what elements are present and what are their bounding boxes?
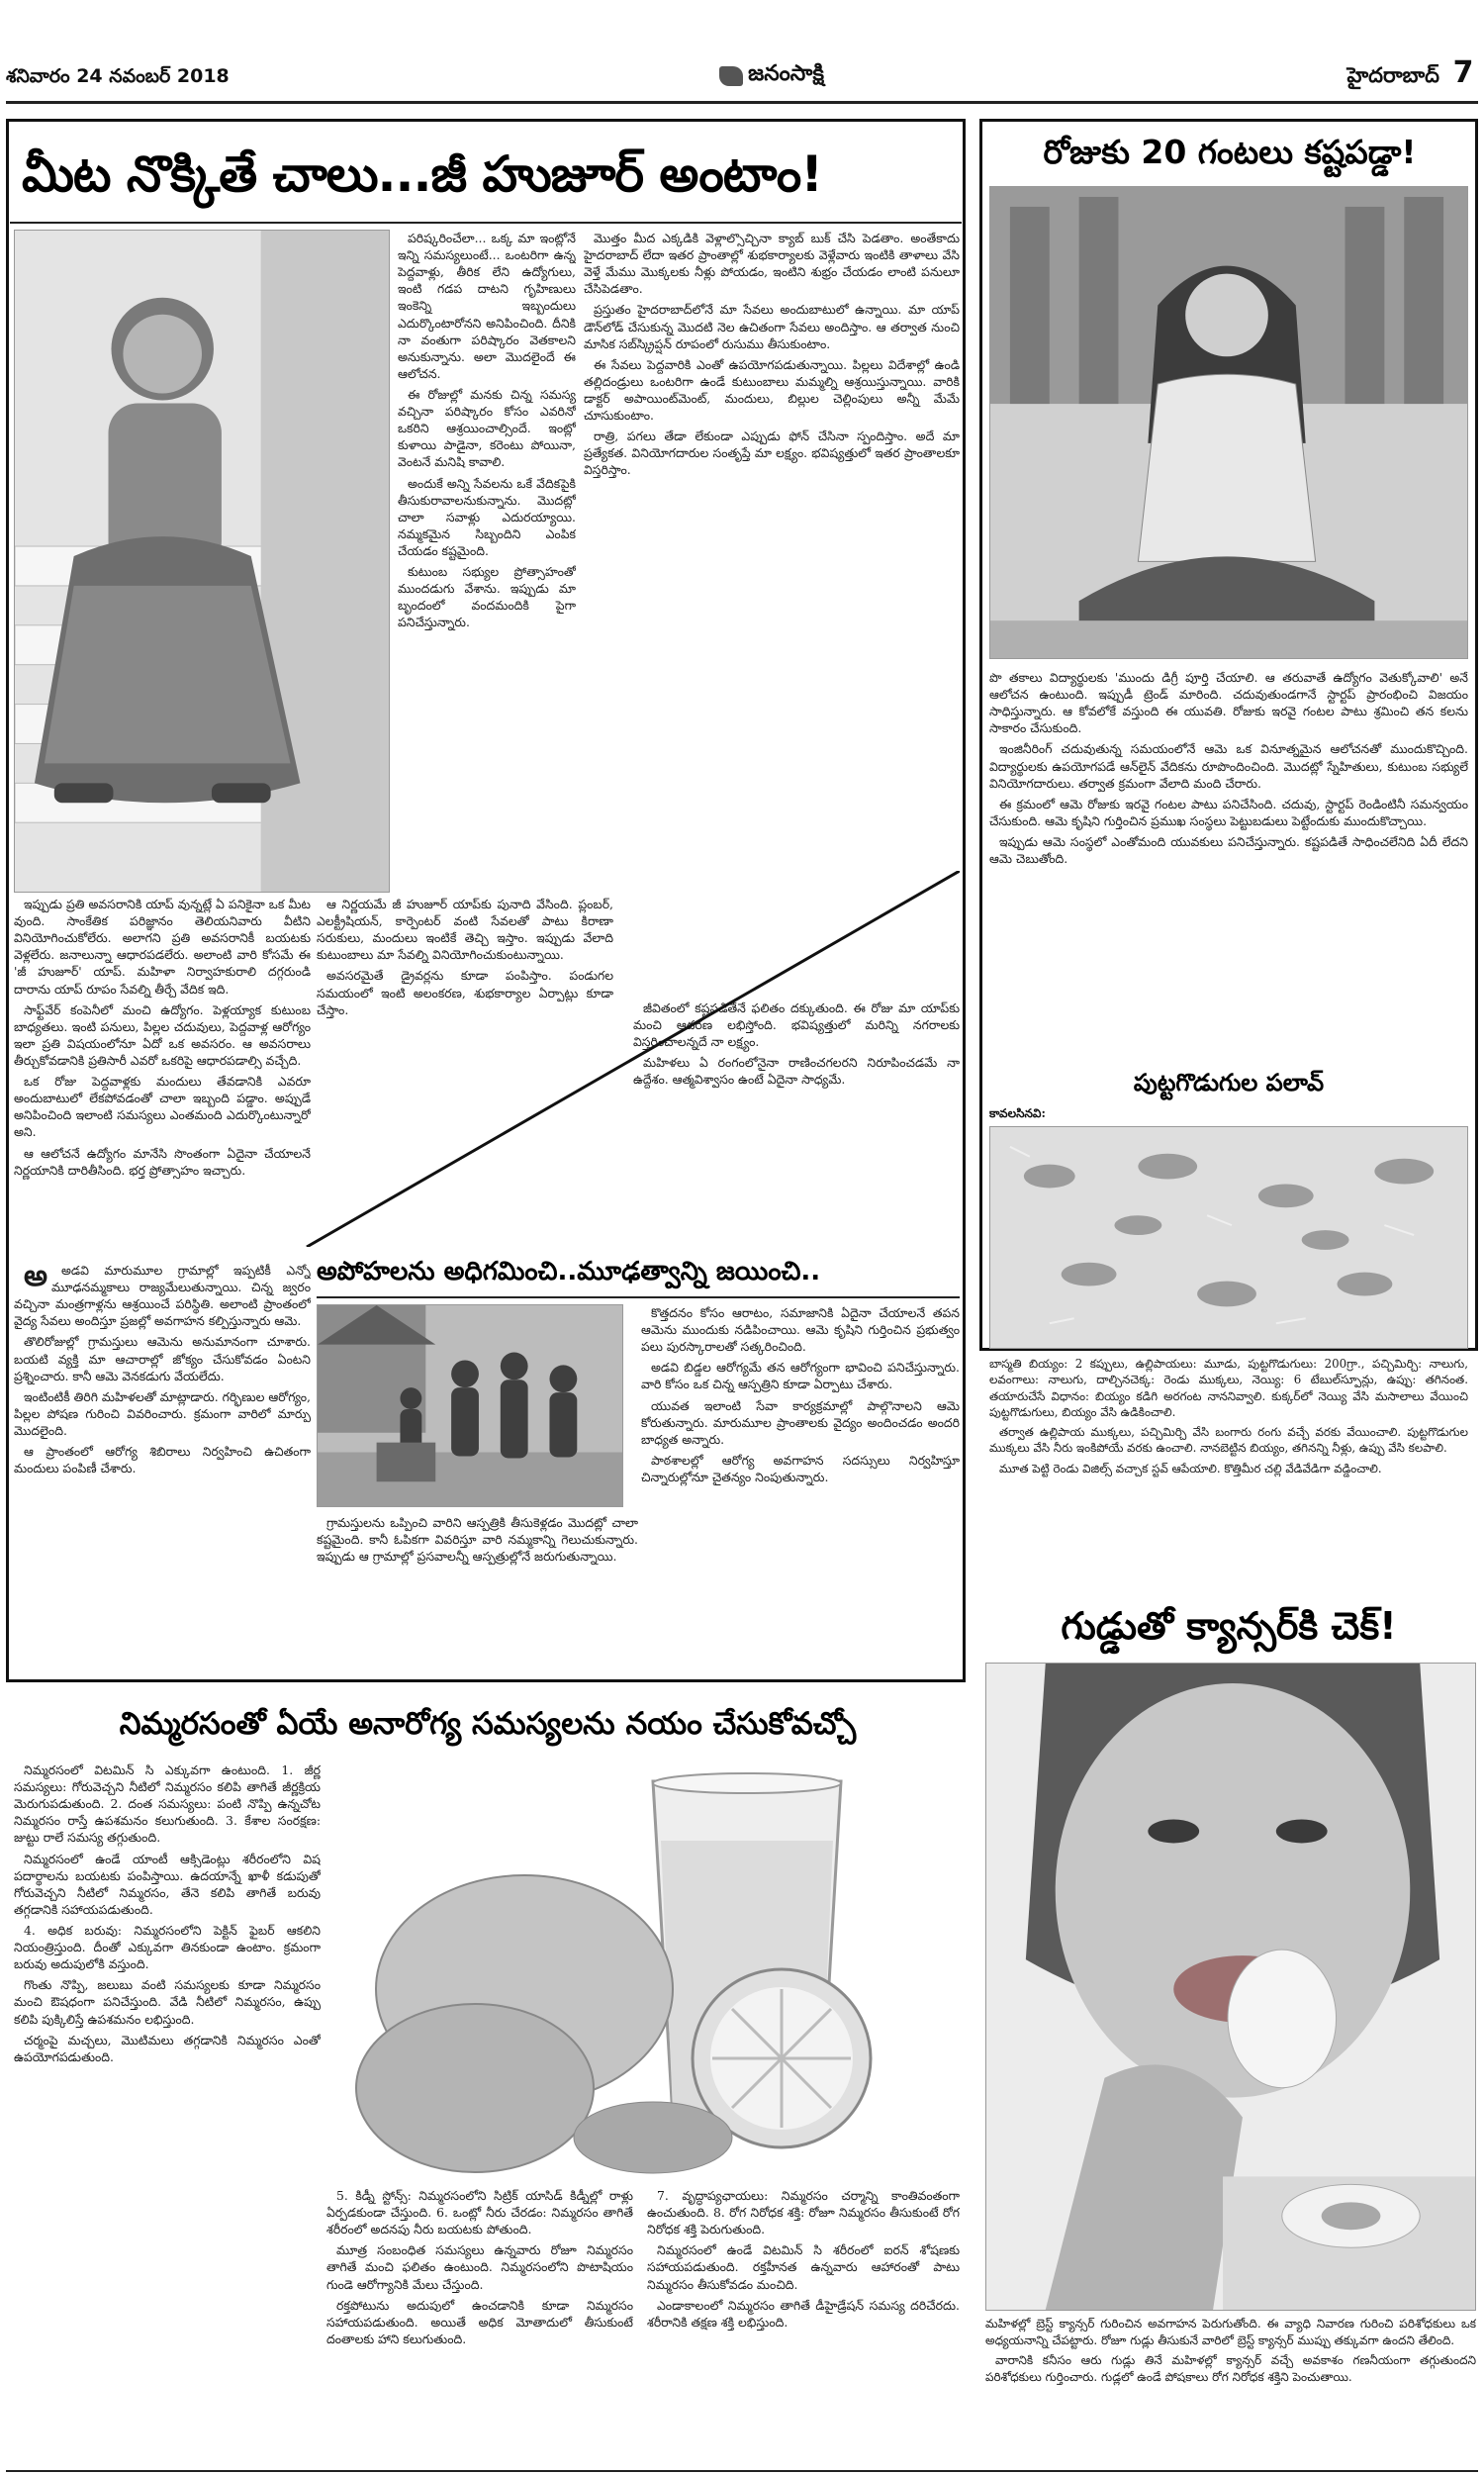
apohalu-rule xyxy=(317,1296,960,1298)
village-group-image xyxy=(318,1305,622,1506)
recipe-body: బాస్మతి బియ్యం: 2 కప్పులు, ఉల్లిపాయలు: మూడు, పుట్టగొడుగులు: 200గ్రా., పచ్చిమిర్చి: నాలుగు, లవంగాలు: నాలుగు, దాల్చినచెక్క: రెండు ముక్కలు, నెయ్యి: 6 టేబుల్‌స్పూన్లు, ఉప్పు: తగినంత. తయారుచేసే విధానం: బియ్యం కడిగి అరగంట నాననివ్వాలి. కుక్కర్‌లో నెయ్యి వేసి మసాలాలు వేయించి పుట్టగొడుగులు, బియ్యం వేసి ఉడికించాలి. తర్వాత ఉల్లిపాయ ముక్కలు, పచ్చిమిర్చి వేసి బంగారు రంగు వచ్చే వరకు వేయించాలి. పుట్టగొడుగుల ముక్కలు వేసి నీరు ఇంకిపోయే వరకు ఉంచాలి. నానబెట్టిన బియ్యం, తగినన్ని నీళ్లు, ఉప్పు వేసి కలపాలి. మూత పెట్టి రెండు విజిల్స్ వచ్చాక స్టవ్ ఆపేయాలి. కొత్తిమీర చల్లి వేడివేడిగా వడ్డించాలి. xyxy=(989,1357,1468,1475)
masthead-paper-name: జనంసాక్షి xyxy=(748,61,824,86)
mushroom-pulao-photo xyxy=(989,1126,1468,1349)
masthead-city: హైదరాబాద్ xyxy=(1346,63,1439,87)
lemon-juice-photo xyxy=(326,1761,960,2177)
masthead-rule xyxy=(6,101,1478,104)
page-number: 7 xyxy=(1452,55,1474,90)
main-story-col-2: పరిష్కరించేలా... ఒక్క మా ఇంట్లోనే ఇన్ని సమస్యలుంటే... ఒంటరిగా ఉన్న పెద్దవాళ్లు, తీరిక లేని ఉద్యోగులు, ఇంటి గడప దాటని గృహిణులు ఇంకెన్ని ఇబ్బందులు ఎదుర్కొంటారోనని అనిపించింది. దీనికి నా వంతుగా పరిష్కారం వెతకాలని అనుకున్నాను. అలా మొదలైందే ఈ ఆలోచన. ఈ రోజుల్లో మనకు చిన్న సమస్య వచ్చినా పరిష్కారం కోసం ఎవరినో ఒకరిని ఆశ్రయించాల్సిందే. ఇంట్లో కుళాయి పాడైనా, కరెంటు పోయినా, వెంటనే మనిషి కావాలి. అందుకే అన్ని సేవలను ఒకే వేదికపైకి తీసుకురావాలనుకున్నాను. మొదట్లో చాలా సవాళ్లు ఎదురయ్యాయి. నమ్మకమైన సిబ్బందిని ఎంపిక చేయడం కష్టమైంది. కుటుంబ సభ్యుల ప్రోత్సాహంతో ముందడుగు వేశాను. ఇప్పుడు మా బృందంలో వందమందికి పైగా పనిచేస్తున్నారు. xyxy=(398,231,576,630)
mushroom-pulao-image xyxy=(990,1127,1467,1348)
lemon-col-3: 7. వృద్ధాప్యఛాయలు: నిమ్మరసం చర్మాన్ని కాంతివంతంగా ఉంచుతుంది. 8. రోగ నిరోధక శక్తి: రోజూ నిమ్మరసం తీసుకుంటే రోగ నిరోధక శక్తి పెరుగుతుంది. నిమ్మరసంలో ఉండే విటమిన్ సి శరీరంలో ఐరన్ శోషణకు సహాయపడుతుంది. రక్తహీనత ఉన్నవారు ఆహారంతో పాటు నిమ్మరసం తీసుకోవడం మంచిది. ఎండాకాలంలో నిమ్మరసం తాగితే డీహైడ్రేషన్ సమస్య దరిచేరదు. శరీరానికి తక్షణ శక్తి లభిస్తుంది. xyxy=(647,2188,960,2330)
apohalu-col-2: గ్రామస్తులను ఒప్పించి వారిని ఆస్పత్రికి తీసుకెళ్లడం మొదట్లో చాలా కష్టమైంది. కానీ ఓపికగా వివరిస్తూ వారి నమ్మకాన్ని గెలుచుకున్నారు. ఇప్పుడు ఆ గ్రామాల్లో ప్రసవాలన్నీ ఆస్పత్రుల్లోనే జరుగుతున్నాయి. xyxy=(317,1515,638,1565)
main-story-lower-col-3: జీవితంలో కష్టపడితేనే ఫలితం దక్కుతుంది. ఈ రోజు మా యాప్‌కు మంచి ఆదరణ లభిస్తోంది. భవిష్యత్తులో మరిన్ని నగరాలకు విస్తరించాలన్నదే నా లక్ష్యం. మహిళలు ఏ రంగంలోనైనా రాణించగలరని నిరూపించడమే నా ఉద్దేశం. ఆత్మవిశ్వాసం ఉంటే ఏదైనా సాధ్యమే. xyxy=(633,1000,960,1088)
masthead-logo xyxy=(693,61,851,95)
apohalu-col-1: అ అడవి మారుమూల గ్రామాల్లో ఇప్పటికీ ఎన్నో మూఢనమ్మకాలు రాజ్యమేలుతున్నాయి. చిన్న జ్వరం వచ్చినా మంత్రగాళ్లను ఆశ్రయించే పరిస్థితి. అలాంటి ప్రాంతంలో వైద్య సేవలు అందిస్తూ ప్రజల్లో అవగాహన కల్పిస్తున్నారు ఆమె. తొలిరోజుల్లో గ్రామస్తులు ఆమెను అనుమానంగా చూశారు. బయటి వ్యక్తి మా ఆచారాల్లో జోక్యం చేసుకోవడం ఏంటని ప్రశ్నించారు. కానీ ఆమె వెనకడుగు వేయలేదు. ఇంటింటికీ తిరిగి మహిళలతో మాట్లాడారు. గర్భిణుల ఆరోగ్యం, పిల్లల పోషణ గురించి వివరించారు. క్రమంగా వారిలో మార్పు మొదలైంది. ఆ ప్రాంతంలో ఆరోగ్య శిబిరాలు నిర్వహించి ఉచితంగా మందులు పంపిణీ చేశారు. xyxy=(14,1262,311,1476)
page-bottom-rule xyxy=(6,2470,1478,2472)
woman-portrait-photo xyxy=(14,230,390,893)
main-headline-rule xyxy=(10,222,962,224)
story-20hours-headline: రోజుకు 20 గంటలు కష్టపడ్డా! xyxy=(1043,133,1417,171)
village-group-photo xyxy=(317,1304,623,1507)
main-story-headline: మీట నొక్కితే చాలు...జీ హుజూర్ అంటాం! xyxy=(22,145,823,203)
lemon-col-1: నిమ్మరసంలో విటమిన్ సి ఎక్కువగా ఉంటుంది. 1. జీర్ణ సమస్యలు: గోరువెచ్చని నీటిలో నిమ్మరసం కలిపి తాగితే జీర్ణక్రియ మెరుగుపడుతుంది. 2. దంత సమస్యలు: పంటి నొప్పి ఉన్నచోట నిమ్మరసం రాస్తే ఉపశమనం కలుగుతుంది. 3. కేశాల సంరక్షణ: జుట్టు రాలే సమస్య తగ్గుతుంది. నిమ్మరసంలో ఉండే యాంటీ ఆక్సిడెంట్లు శరీరంలోని విష పదార్థాలను బయటకు పంపిస్తాయి. ఉదయాన్నే ఖాళీ కడుపుతో గోరువెచ్చని నీటిలో నిమ్మరసం, తేనె కలిపి తాగితే బరువు తగ్గడానికి సహాయపడుతుంది. 4. అధిక బరువు: నిమ్మరసంలోని పెక్టిన్ ఫైబర్ ఆకలిని నియంత్రిస్తుంది. దీంతో ఎక్కువగా తినకుండా ఉంటాం. క్రమంగా బరువు అదుపులోకి వస్తుంది. గొంతు నొప్పి, జలుబు వంటి సమస్యలకు కూడా నిమ్మరసం మంచి ఔషధంగా పనిచేస్తుంది. వేడి నీటిలో నిమ్మరసం, ఉప్పు కలిపి పుక్కిలిస్తే ఉపశమనం లభిస్తుంది. చర్మంపై మచ్చలు, మొటిమలు తగ్గడానికి నిమ్మరసం ఎంతో ఉపయోగపడుతుంది. xyxy=(14,1762,321,2064)
recipe-headline: పుట్టగొడుగుల పలావ్ xyxy=(1133,1069,1325,1096)
meditating-girl-photo xyxy=(989,186,1468,659)
drop-cap: అ xyxy=(24,1262,47,1293)
apohalu-col-3: కొత్తదనం కోసం ఆరాటం, సమాజానికి ఏదైనా చేయాలనే తపన ఆమెను ముందుకు నడిపించాయి. ఆమె కృషిని గుర్తించిన ప్రభుత్వం పలు పురస్కారాలతో సత్కరించింది. అడవి బిడ్డల ఆరోగ్యమే తన ఆరోగ్యంగా భావించి పనిచేస్తున్నారు. వారి కోసం ఒక చిన్న ఆస్పత్రిని కూడా ఏర్పాటు చేశారు. యువత ఇలాంటి సేవా కార్యక్రమాల్లో పాల్గొనాలని ఆమె కోరుతున్నారు. మారుమూల ప్రాంతాలకు వైద్యం అందించడం అందరి బాధ్యత అన్నారు. పాఠశాలల్లో ఆరోగ్య అవగాహన సదస్సులు నిర్వహిస్తూ చిన్నారుల్లోనూ చైతన్యం నింపుతున్నారు. xyxy=(641,1305,960,1484)
main-story-col-3: మొత్తం మీద ఎక్కడికి వెళ్లాల్సొచ్చినా క్యాబ్ బుక్ చేసి పెడతాం. అంతేకాదు హైదరాబాద్ లేదా ఇతర ప్రాంతాల్లో శుభకార్యాలకు వెళ్లేవారు ఇంటికి తాళాలు వేసి వెళ్తే మేము మొక్కలకు నీళ్లు పోయడం, ఇంటిని శుభ్రం చేయడం లాంటి పనులూ చేసిపెడతాం. ప్రస్తుతం హైదరాబాద్‌లోనే మా సేవలు అందుబాటులో ఉన్నాయి. మా యాప్ డౌన్‌లోడ్ చేసుకున్న మొదటి నెల ఉచితంగా సేవలు అందిస్తాం. ఆ తర్వాత నుంచి మాసిక సబ్‌స్క్రిప్షన్ రూపంలో రుసుము తీసుకుంటాం. ఈ సేవలు పెద్దవారికి ఎంతో ఉపయోగపడుతున్నాయి. పిల్లలు విదేశాల్లో ఉండి తల్లిదండ్రులు ఒంటరిగా ఉండే కుటుంబాలు మమ్మల్ని ఆశ్రయిస్తున్నాయి. వారికి డాక్టర్ అపాయింట్‌మెంట్, మందులు, బిల్లుల చెల్లింపులు అన్నీ మేమే చూసుకుంటాం. రాత్రి, పగలు తేడా లేకుండా ఎప్పుడు ఫోన్ చేసినా స్పందిస్తాం. అదే మా ప్రత్యేకత. వినియోగదారుల సంతృప్తే మా లక్ష్యం. భవిష్యత్తులో ఇతర ప్రాంతాలకూ విస్తరిస్తాం. xyxy=(584,231,960,478)
masthead-date: శనివారం 24 నవంబర్ 2018 xyxy=(6,65,230,87)
apohalu-headline: అపోహలను అధిగమించి..మూఢత్వాన్ని జయించి.. xyxy=(317,1257,821,1286)
recipe-label: కావలసినవి: xyxy=(989,1106,1046,1120)
cancer-body: మహిళల్లో బ్రెస్ట్ క్యాన్సర్ గురించిన అవగాహన పెరుగుతోంది. ఈ వ్యాధి నివారణ గురించి పరిశోధకులు ఒక అధ్యయనాన్ని చేపట్టారు. రోజూ గుడ్లు తీసుకునే వారిలో బ్రెస్ట్ క్యాన్సర్ ముప్పు తక్కువగా ఉందని తేలింది. వారానికి కనీసం ఆరు గుడ్లు తినే మహిళల్లో క్యాన్సర్ వచ్చే అవకాశం గణనీయంగా తగ్గుతుందని పరిశోధకులు గుర్తించారు. గుడ్లలో ఉండే పోషకాలు రోగ నిరోధక శక్తిని పెంచుతాయి. xyxy=(985,2317,1476,2384)
main-story-lower-col-1: ఇప్పుడు ప్రతి అవసరానికి యాప్ వున్నట్లే ఏ పనికైనా ఒక మీట వుంది. సాంకేతిక పరిజ్ఞానం తెలియనివారు వీటిని వినియోగించుకోలేరు. అలాగని ప్రతి అవసరానికీ బయటకు వెళ్లలేరు. జనాలున్నా ఆధారపడలేరు. అలాంటి వారి కోసమే ఈ 'జీ హుజూర్' యాప్. మహిళా నిర్వాహకురాలి దగ్గరుండి దారాను యాప్ రూపం సేవల్ని తీర్చే వేదిక ఇది. సాఫ్ట్‌వేర్ కంపెనీలో మంచి ఉద్యోగం. పెళ్లయ్యాక కుటుంబ బాధ్యతలు. ఇంటి పనులు, పిల్లల చదువులు, పెద్దవాళ్ల ఆరోగ్యం ఇలా ప్రతి విషయంలోనూ ఏదో ఒక అవసరం. ఆ అవసరాలు తీర్చుకోవడానికి ప్రతిసారీ ఎవరో ఒకరిపై ఆధారపడాల్సి వచ్చేది. ఒక రోజు పెద్దవాళ్లకు మందులు తేవడానికి ఎవరూ అందుబాటులో లేకపోవడంతో చాలా ఇబ్బంది పడ్డాం. అప్పుడే అనిపించింది ఇలాంటి సమస్యలు ఎంతమంది ఎదుర్కొంటున్నారో అని. ఆ ఆలోచనే ఉద్యోగం మానేసి సొంతంగా ఏదైనా చేయాలనే నిర్ణయానికి దారితీసింది. భర్త ప్రోత్సాహం ఇచ్చారు. xyxy=(14,897,311,1178)
meditating-girl-image xyxy=(990,187,1467,658)
woman-portrait-image xyxy=(15,231,389,892)
lemon-col-2: 5. కిడ్నీ స్టోన్స్: నిమ్మరసంలోని సిట్రిక్ యాసిడ్ కిడ్నీల్లో రాళ్లు ఏర్పడకుండా చేస్తుంది. 6. ఒంట్లో నీరు చేరడం: నిమ్మరసం తాగితే శరీరంలో అదనపు నీరు బయటకు పోతుంది. మూత్ర సంబంధిత సమస్యలు ఉన్నవారు రోజూ నిమ్మరసం తాగితే మంచి ఫలితం ఉంటుంది. నిమ్మరసంలోని పొటాషియం గుండె ఆరోగ్యానికి మేలు చేస్తుంది. రక్తపోటును అదుపులో ఉంచడానికి కూడా నిమ్మరసం సహాయపడుతుంది. అయితే అధిక మోతాదులో తీసుకుంటే దంతాలకు హాని కలుగుతుంది. xyxy=(326,2188,633,2346)
woman-eating-egg-photo xyxy=(985,1663,1476,2311)
woman-eating-egg-image xyxy=(986,1664,1475,2310)
main-story-lower-col-2: ఆ నిర్ణయమే జీ హుజూర్ యాప్‌కు పునాది వేసింది. ప్లంబర్, ఎలక్ట్రీషియన్, కార్పెంటర్ వంటి సేవలతో పాటు కిరాణా సరుకులు, మందులు ఇంటికే తెచ్చి ఇస్తాం. ఇప్పుడు వేలాది కుటుంబాలు మా సేవల్ని వినియోగించుకుంటున్నాయి. అవసరమైతే డ్రైవర్లను కూడా పంపిస్తాం. పండుగల సమయంలో ఇంటి అలంకరణ, శుభకార్యాల ఏర్పాట్లు కూడా చేస్తాం. xyxy=(317,897,613,1017)
logo-icon xyxy=(719,66,743,86)
lemon-juice-image xyxy=(326,1761,960,2177)
cancer-headline: గుడ్డుతో క్యాన్సర్‌కి చెక్! xyxy=(1061,1604,1397,1648)
lemon-headline: నిమ్మరసంతో ఏయే అనారోగ్య సమస్యలను నయం చేసుకోవచ్చో xyxy=(119,1706,857,1742)
story-20hours-body: పొ తకాలు విద్యార్థులకు 'ముందు డిగ్రీ పూర్తి చేయాలి. ఆ తరువాతే ఉద్యోగం వెతుక్కోవాలి' అనే ఆలోచన ఉంటుంది. ఇప్పుడీ ట్రెండ్ మారింది. చదువుతుండగానే స్టార్టప్ ప్రారంభించి విజయం సాధిస్తున్నారు. ఆ కోవలోకే వస్తుంది ఈ యువతి. రోజుకు ఇరవై గంటల పాటు శ్రమించి తన కలను సాకారం చేసుకుంది. ఇంజినీరింగ్ చదువుతున్న సమయంలోనే ఆమె ఒక వినూత్నమైన ఆలోచనతో ముందుకొచ్చింది. విద్యార్థులకు ఉపయోగపడే ఆన్‌లైన్ వేదికను రూపొందించింది. మొదట్లో స్నేహితులు, కుటుంబ సభ్యులే వినియోగదారులు. తర్వాత క్రమంగా వేలాది మంది చేరారు. ఈ క్రమంలో ఆమె రోజుకు ఇరవై గంటల పాటు పనిచేసింది. చదువు, స్టార్టప్ రెండింటినీ సమన్వయం చేసుకుంది. ఆమె కృషిని గుర్తించిన ప్రముఖ సంస్థలు పెట్టుబడులు పెట్టేందుకు ముందుకొచ్చాయి. ఇప్పుడు ఆమె సంస్థలో ఎంతోమంది యువకులు పనిచేస్తున్నారు. కష్టపడితే సాధించలేనిది ఏదీ లేదని ఆమె చెబుతోంది. xyxy=(989,670,1468,867)
